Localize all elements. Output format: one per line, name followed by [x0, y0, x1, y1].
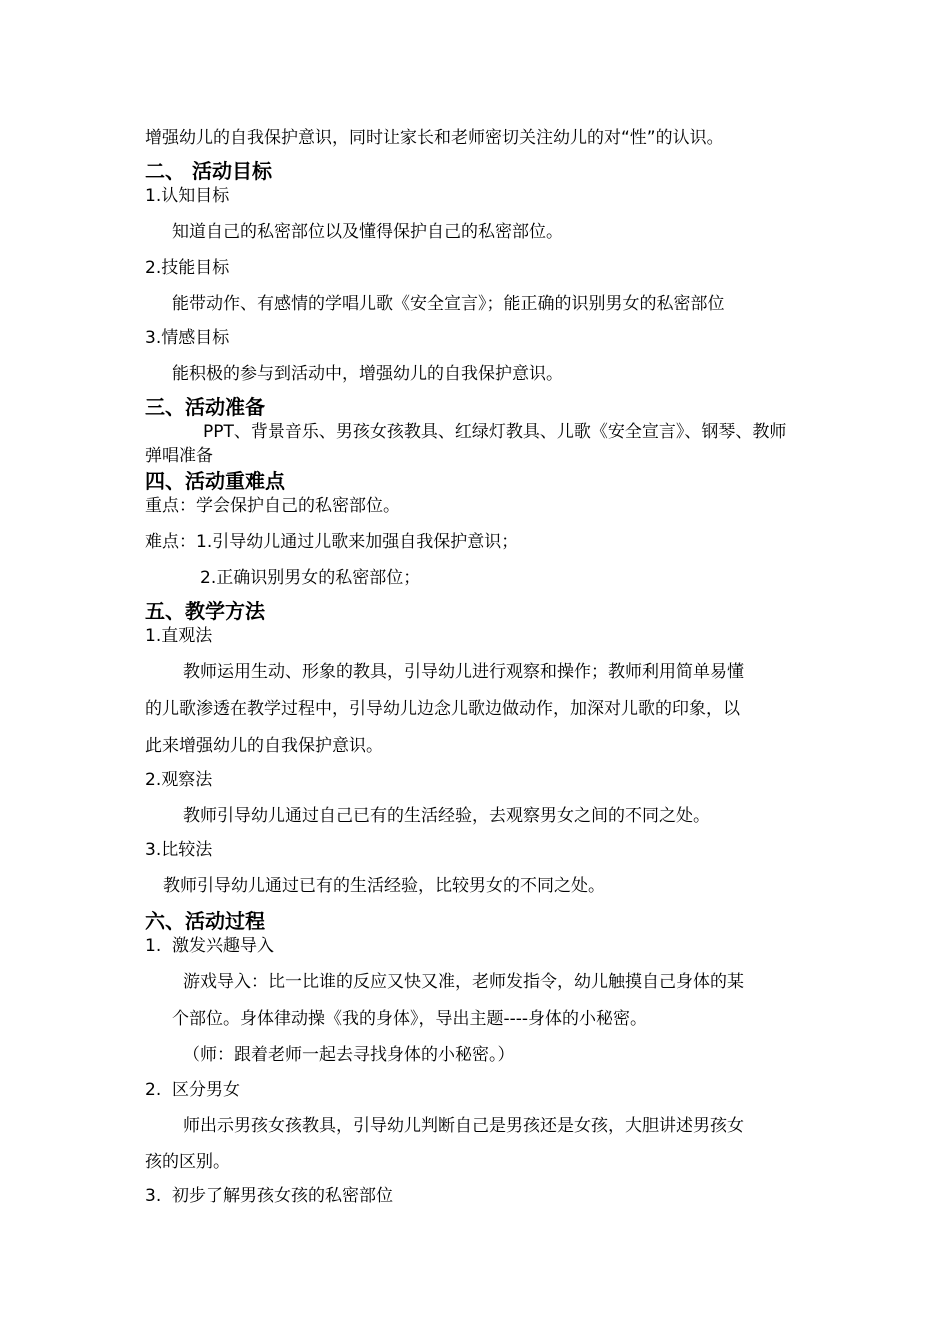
process-step-1-line-3: （师：跟着老师一起去寻找身体的小秘密。）	[183, 1045, 515, 1065]
section-heading-key-points: 四、活动重难点	[145, 469, 285, 493]
method-1-label: 1.直观法	[145, 626, 213, 646]
process-step-2-line-1: 师出示男孩女孩教具，引导幼儿判断自己是男孩还是女孩，大胆讲述男孩女	[183, 1116, 744, 1136]
method-3-text: 教师引导幼儿通过已有的生活经验，比较男女的不同之处。	[163, 876, 605, 896]
preparation-line-2: 弹唱准备	[145, 446, 213, 466]
goal-1-text: 知道自己的私密部位以及懂得保护自己的私密部位。	[172, 222, 563, 242]
method-2-text: 教师引导幼儿通过自己已有的生活经验，去观察男女之间的不同之处。	[183, 806, 710, 826]
method-1-line-2: 的儿歌渗透在教学过程中，引导幼儿边念儿歌边做动作，加深对儿歌的印象，以	[145, 699, 740, 719]
process-step-1-line-1: 游戏导入：比一比谁的反应又快又准，老师发指令，幼儿触摸自己身体的某	[183, 972, 744, 992]
difficulty-1: 难点：1.引导幼儿通过儿歌来加强自我保护意识；	[145, 532, 519, 552]
key-point: 重点：学会保护自己的私密部位。	[145, 496, 400, 516]
process-step-2-label: 2. 区分男女	[145, 1080, 241, 1100]
goal-1-label: 1.认知目标	[145, 186, 230, 206]
method-2-label: 2.观察法	[145, 770, 213, 790]
process-step-3-label: 3. 初步了解男孩女孩的私密部位	[145, 1186, 394, 1206]
goal-2-label: 2.技能目标	[145, 258, 230, 278]
section-heading-preparation: 三、活动准备	[145, 395, 265, 419]
goal-3-text: 能积极的参与到活动中，增强幼儿的自我保护意识。	[172, 364, 563, 384]
method-1-line-1: 教师运用生动、形象的教具，引导幼儿进行观察和操作；教师利用简单易懂	[183, 662, 744, 682]
goal-2-text: 能带动作、有感情的学唱儿歌《安全宣言》；能正确的识别男女的私密部位	[172, 294, 725, 314]
goal-3-label: 3.情感目标	[145, 328, 230, 348]
method-3-label: 3.比较法	[145, 840, 213, 860]
section-heading-process: 六、活动过程	[145, 909, 265, 933]
section-heading-methods: 五、教学方法	[145, 599, 265, 623]
process-step-1-label: 1. 激发兴趣导入	[145, 936, 275, 956]
preparation-line-1: PPT、背景音乐、男孩女孩教具、红绿灯教具、儿歌《安全宣言》、钢琴、教师	[203, 422, 787, 442]
section-heading-goals: 二、 活动目标	[145, 159, 272, 183]
difficulty-2: 2.正确识别男女的私密部位；	[200, 568, 421, 588]
process-step-1-line-2: 个部位。身体律动操《我的身体》，导出主题----身体的小秘密。	[172, 1009, 648, 1029]
process-step-2-line-2: 孩的区别。	[145, 1152, 230, 1172]
intro-paragraph: 增强幼儿的自我保护意识，同时让家长和老师密切关注幼儿的对“性”的认识。	[145, 128, 724, 148]
method-1-line-3: 此来增强幼儿的自我保护意识。	[145, 736, 383, 756]
